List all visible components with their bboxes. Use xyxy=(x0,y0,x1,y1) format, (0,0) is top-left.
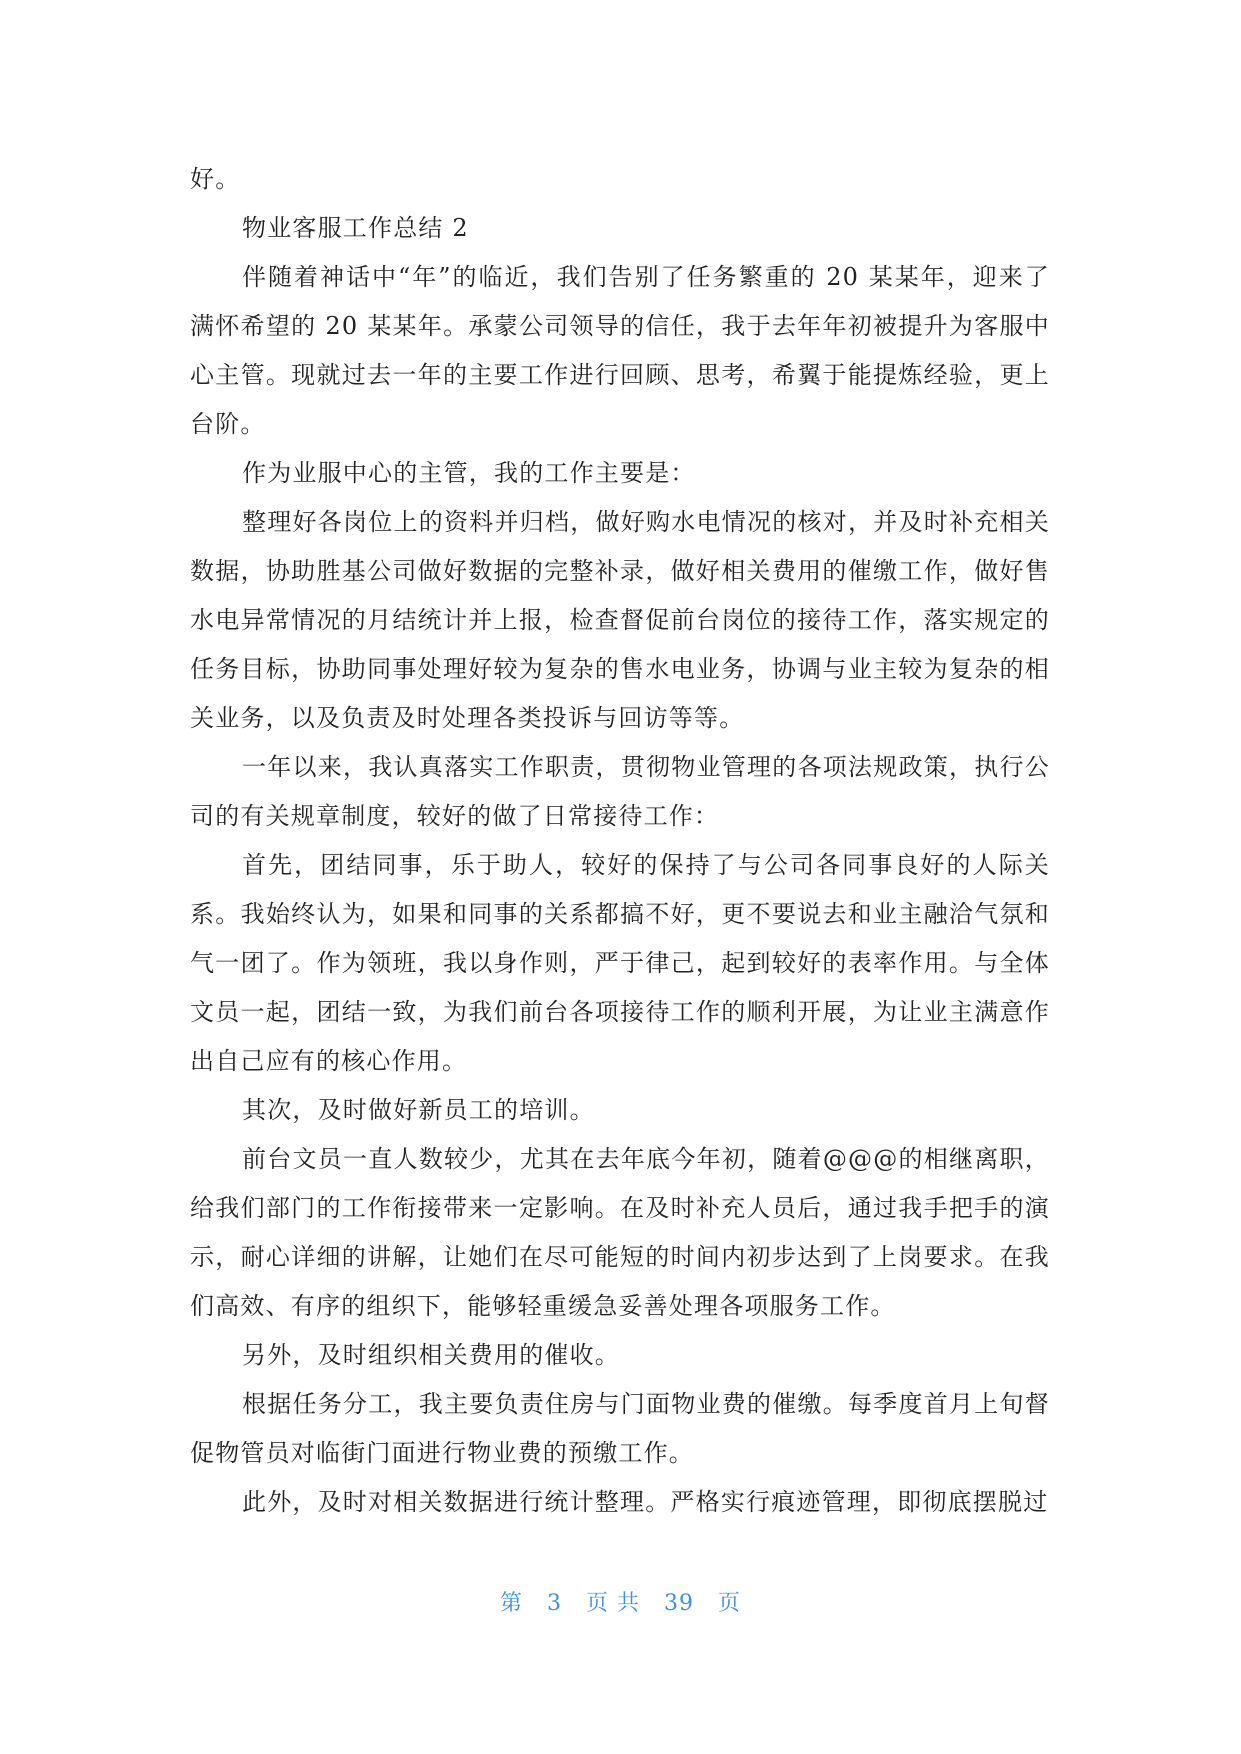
footer-prefix: 第 xyxy=(499,1591,523,1616)
paragraph: 一年以来，我认真落实工作职责，贯彻物业管理的各项法规政策，执行公司的有关规章制度，较好的做了日常接待工作： xyxy=(190,753,1050,830)
footer-suffix: 页 xyxy=(718,1591,742,1616)
paragraph: 作为业服中心的主管，我的工作主要是： xyxy=(242,459,696,487)
paragraph: 整理好各岗位上的资料并归档，做好购水电情况的核对，并及时补充相关数据，协助胜基公司做好数据的完整补录，做好相关费用的催缴工作，做好售水电异常情况的月结统计并上报，检查督促前台岗位的接待工作，落实规定的任务目标，协助同事处理好较为复杂的售水电业务，协调与业主较为复杂的相关业务，以及负责及时处理各类投诉与回访等等。 xyxy=(190,508,1050,732)
total-pages-number: 39 xyxy=(664,1591,694,1616)
paragraph: 此外，及时对相关数据进行统计整理。严格实行痕迹管理，即彻底摆脱过 xyxy=(242,1488,1049,1516)
paragraph: 首先，团结同事，乐于助人，较好的保持了与公司各同事良好的人际关系。我始终认为，如果和同事的关系都搞不好，更不要说去和业主融洽气氛和气一团了。作为领班，我以身作则，严于律己，起到较好的表率作用。与全体文员一起，团结一致，为我们前台各项接待工作的顺利开展，为让业主满意作出自己应有的核心作用。 xyxy=(190,851,1050,1075)
paragraph: 另外，及时组织相关费用的催收。 xyxy=(242,1341,620,1369)
paragraph: 伴随着神话中“年”的临近，我们告别了任务繁重的 20 某某年，迎来了满怀希望的 20 某某年。承蒙公司领导的信任，我于去年年初被提升为客服中心主管。现就过去一年的主要工作进行回顾、思考，希翼于能提炼经验，更上台阶。 xyxy=(190,263,1050,438)
current-page-number: 3 xyxy=(547,1591,562,1616)
document-body xyxy=(190,155,1050,1527)
section-heading: 物业客服工作总结 2 xyxy=(242,214,469,242)
paragraph: 其次，及时做好新员工的培训。 xyxy=(242,1096,595,1124)
paragraph: 好。 xyxy=(190,165,241,193)
paragraph: 前台文员一直人数较少，尤其在去年底今年初，随着@@@的相继离职，给我们部门的工作衔接带来一定影响。在及时补充人员后，通过我手把手的演示，耐心详细的讲解，让她们在尽可能短的时间内初步达到了上岗要求。在我们高效、有序的组织下，能够轻重缓急妥善处理各项服务工作。 xyxy=(190,1145,1050,1320)
paragraph: 根据任务分工，我主要负责住房与门面物业费的催缴。每季度首月上旬督促物管员对临街门面进行物业费的预缴工作。 xyxy=(190,1390,1050,1467)
page-footer xyxy=(0,1586,1241,1617)
footer-middle: 页 共 xyxy=(586,1591,640,1616)
